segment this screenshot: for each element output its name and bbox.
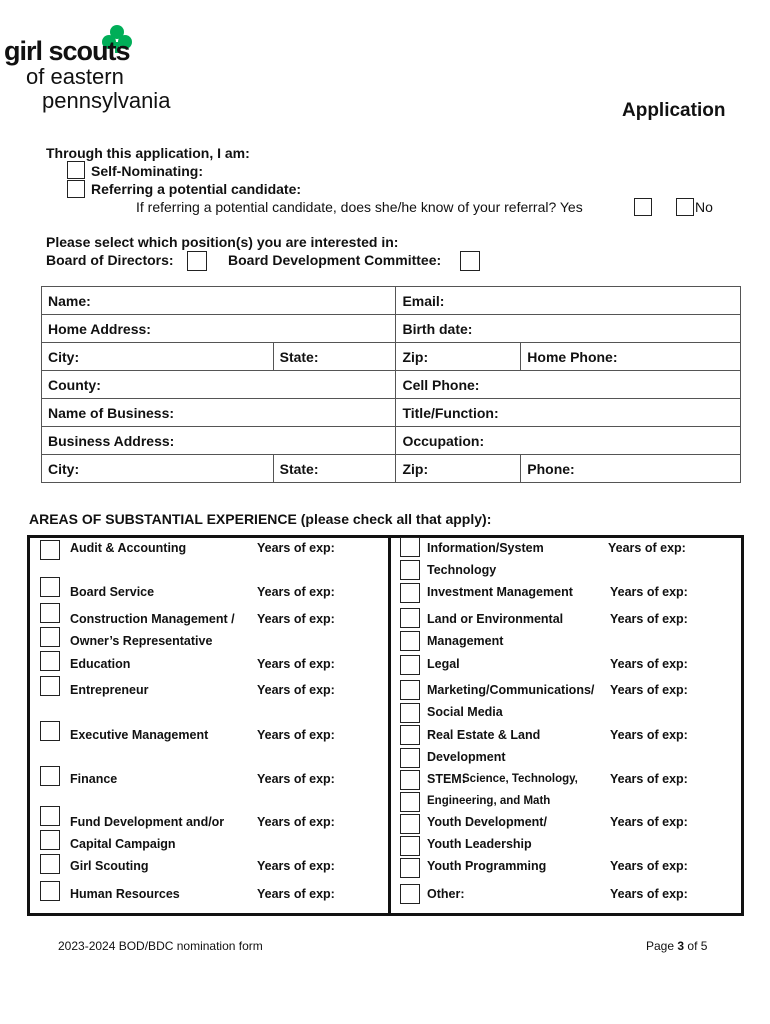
owners-rep-checkbox[interactable] [40,627,60,647]
referral-no-checkbox[interactable] [676,198,694,216]
committee-label: Board Development Committee: [228,252,442,268]
exp-item: Capital Campaign [70,837,176,851]
fund-development-checkbox[interactable] [40,806,60,826]
page-prefix: Page [646,939,675,953]
referral-question: If referring a potential candidate, does she/he know of your referral? Yes [136,199,583,215]
exp-item: Management [427,634,504,648]
years-label: Years of exp: [257,657,335,671]
exp-item: Development [427,750,506,764]
logo-line-1: girl scouts [4,36,130,66]
capital-campaign-checkbox[interactable] [40,830,60,850]
exp-item: Entrepreneur [70,683,149,697]
exp-item: Science, Technology, [462,773,578,785]
other-checkbox[interactable] [400,884,420,904]
exp-item: Girl Scouting [70,859,149,873]
page-suffix: of 5 [687,939,708,953]
youth-leadership-checkbox[interactable] [400,836,420,856]
board-checkbox[interactable] [187,251,207,271]
zip-field[interactable]: Zip: [396,343,521,371]
years-label: Years of exp: [610,859,688,873]
years-label: Years of exp: [610,612,688,626]
land-env-checkbox[interactable] [400,608,420,628]
birth-date-field[interactable]: Birth date: [396,315,741,343]
years-label: Years of exp: [257,728,335,742]
state-field[interactable]: State: [273,343,396,371]
experience-heading: AREAS OF SUBSTANTIAL EXPERIENCE (please check all that apply): [29,511,492,527]
social-media-checkbox[interactable] [400,703,420,723]
page-title: Application [622,100,726,121]
marketing-checkbox[interactable] [400,680,420,700]
business-zip-field[interactable]: Zip: [396,455,521,483]
referral-yes-checkbox[interactable] [634,198,652,216]
exp-item: Finance [70,772,118,786]
exp-item: Construction Management / [70,612,235,626]
occupation-field[interactable]: Occupation: [396,427,741,455]
exp-item: Technology [427,563,497,577]
city-field[interactable]: City: [42,343,274,371]
committee-checkbox[interactable] [460,251,480,271]
years-label: Years of exp: [257,859,335,873]
cell-phone-field[interactable]: Cell Phone: [396,371,741,399]
management-checkbox[interactable] [400,631,420,651]
name-field[interactable]: Name: [42,287,396,315]
footer-form-name: 2023-2024 BOD/BDC nomination form [58,939,263,953]
executive-checkbox[interactable] [40,721,60,741]
years-label: Years of exp: [257,683,335,697]
exp-item: Engineering, and Math [427,795,551,807]
exp-item: Social Media [427,705,503,719]
youth-programming-checkbox[interactable] [400,858,420,878]
referral-no-label: No [695,199,713,215]
exp-item: Owner’s Representative [70,634,213,648]
exp-item: Youth Development/ [427,815,547,829]
board-service-checkbox[interactable] [40,577,60,597]
applicant-info-table [41,286,741,483]
girl-scouting-checkbox[interactable] [40,854,60,874]
exp-item: STEM: [427,772,466,786]
exp-item: Human Resources [70,887,180,901]
investment-checkbox[interactable] [400,583,420,603]
exp-item: Executive Management [70,728,209,742]
exp-item: Land or Environmental [427,612,564,626]
exp-item: Real Estate & Land [427,728,541,742]
human-resources-checkbox[interactable] [40,881,60,901]
board-label: Board of Directors: [46,252,174,268]
years-label: Years of exp: [257,815,335,829]
county-field[interactable]: County: [42,371,396,399]
years-label: Years of exp: [608,541,686,555]
intro-heading: Through this application, I am: [46,145,250,161]
exp-item: Audit & Accounting [70,541,187,555]
title-function-field[interactable]: Title/Function: [396,399,741,427]
years-label: Years of exp: [610,815,688,829]
years-label: Years of exp: [610,728,688,742]
self-nominating-label: Self-Nominating: [91,163,203,179]
referring-label: Referring a potential candidate: [91,181,302,197]
exp-item: Fund Development and/or [70,815,225,829]
info-systems-checkbox[interactable] [400,537,420,557]
experience-divider [388,535,391,916]
audit-checkbox[interactable] [40,540,60,560]
years-label: Years of exp: [257,772,335,786]
years-label: Years of exp: [610,887,688,901]
page-number [646,939,707,953]
legal-checkbox[interactable] [400,655,420,675]
exp-item: Board Service [70,585,155,599]
logo-line-3: pennsylvania [42,88,171,113]
years-label: Years of exp: [257,612,335,626]
exp-item: Marketing/Communications/ [427,683,595,697]
exp-item: Youth Programming [427,859,547,873]
business-state-field[interactable]: State: [273,455,396,483]
years-label: Years of exp: [257,585,335,599]
business-phone-field[interactable]: Phone: [521,455,741,483]
engineering-checkbox[interactable] [400,792,420,812]
years-label: Years of exp: [610,683,688,697]
self-nominating-checkbox[interactable] [67,161,85,179]
exp-item: Legal [427,657,460,671]
exp-item: Youth Leadership [427,837,532,851]
exp-item: Information/System [427,541,544,555]
stem-checkbox[interactable] [400,770,420,790]
finance-checkbox[interactable] [40,766,60,786]
positions-heading: Please select which position(s) you are interested in: [46,234,399,250]
entrepreneur-checkbox[interactable] [40,676,60,696]
exp-item: Other: [427,887,465,901]
home-address-field[interactable]: Home Address: [42,315,396,343]
business-city-field[interactable]: City: [42,455,274,483]
years-label: Years of exp: [257,541,335,555]
page-current: 3 [677,939,685,953]
development-checkbox[interactable] [400,748,420,768]
home-phone-field[interactable]: Home Phone: [521,343,741,371]
business-address-field[interactable]: Business Address: [42,427,396,455]
exp-item: Investment Management [427,585,573,599]
years-label: Years of exp: [610,585,688,599]
real-estate-checkbox[interactable] [400,725,420,745]
years-label: Years of exp: [610,657,688,671]
exp-item: Education [70,657,131,671]
technology-checkbox[interactable] [400,560,420,580]
years-label: Years of exp: [257,887,335,901]
youth-development-checkbox[interactable] [400,814,420,834]
referring-checkbox[interactable] [67,180,85,198]
logo-line-2: of eastern [26,64,124,89]
business-name-field[interactable]: Name of Business: [42,399,396,427]
education-checkbox[interactable] [40,651,60,671]
email-field[interactable]: Email: [396,287,741,315]
construction-checkbox[interactable] [40,603,60,623]
years-label: Years of exp: [610,772,688,786]
